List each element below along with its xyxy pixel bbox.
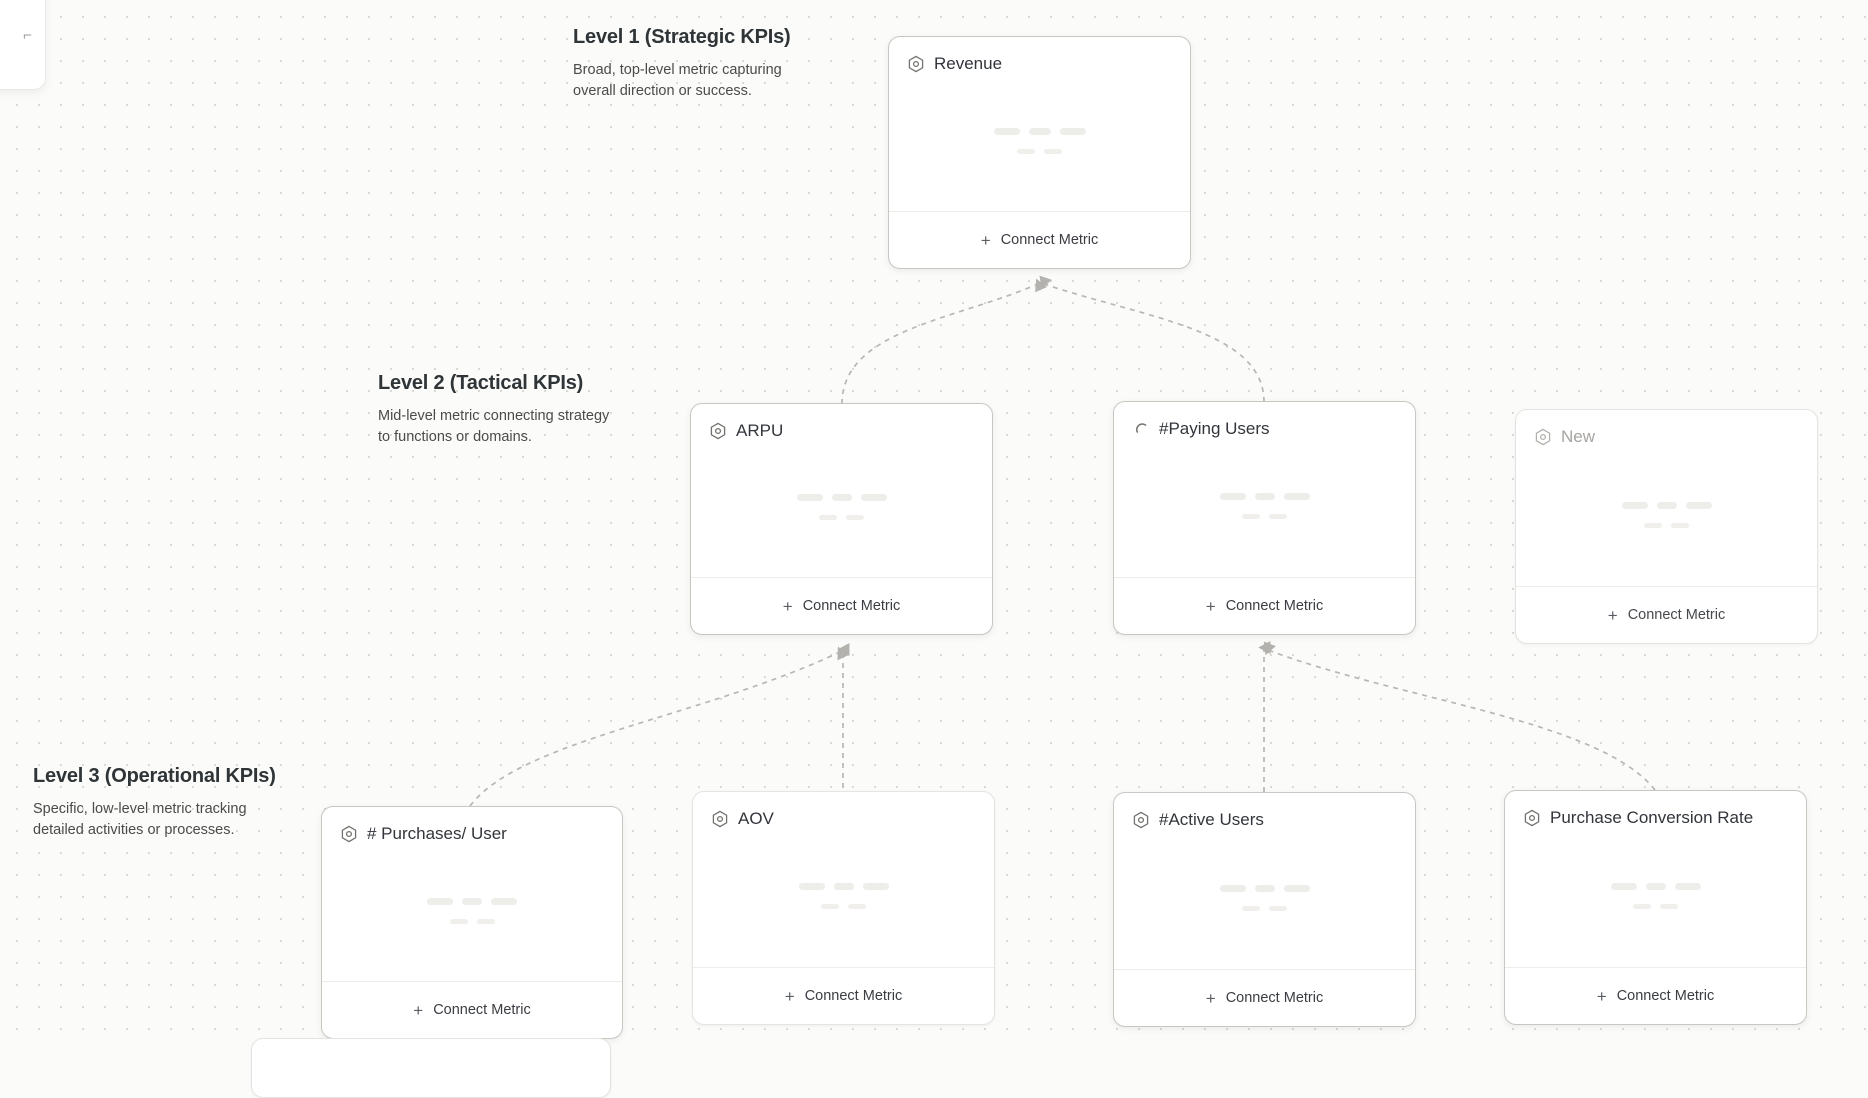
card-placeholder-body	[1505, 828, 1806, 967]
card-header	[1114, 402, 1415, 439]
card-placeholder-body	[693, 829, 994, 967]
plus-icon: +	[785, 988, 795, 1005]
hexagon-target-icon	[1534, 428, 1552, 446]
connect-metric-label: Connect Metric	[1001, 232, 1099, 248]
card-placeholder-body	[1114, 439, 1415, 577]
connect-metric-label: Connect Metric	[1226, 598, 1324, 614]
card-placeholder-body	[691, 441, 992, 577]
card-header	[889, 37, 1190, 74]
hexagon-target-icon	[1132, 811, 1150, 829]
level-2-description: Mid-level metric connecting strategy to functions or domains.	[378, 406, 623, 448]
card-title: Purchase Conversion Rate	[1550, 808, 1753, 828]
hexagon-target-icon	[340, 825, 358, 843]
metric-card-paying-users[interactable]	[1113, 401, 1416, 635]
connect-metric-button-paying-users[interactable]	[1114, 577, 1415, 634]
floating-panel-corner[interactable]	[0, 0, 46, 90]
card-placeholder-body	[1516, 447, 1817, 586]
connect-metric-label: Connect Metric	[1617, 988, 1715, 1004]
card-header	[1114, 793, 1415, 830]
connect-metric-button-new[interactable]	[1516, 586, 1817, 643]
hexagon-target-icon	[1523, 809, 1541, 827]
connect-metric-button-aov[interactable]	[693, 967, 994, 1024]
card-title: Revenue	[934, 54, 1002, 74]
panel-glyph-icon: ⌐	[23, 29, 37, 43]
plus-icon: +	[1206, 598, 1216, 615]
level-3-block	[33, 765, 278, 841]
metric-card-arpu[interactable]	[690, 403, 993, 635]
spinner-icon	[1132, 420, 1150, 438]
card-header	[322, 807, 622, 844]
plus-icon: +	[1597, 988, 1607, 1005]
card-title: New	[1561, 427, 1595, 447]
card-header	[691, 404, 992, 441]
card-header	[1505, 791, 1806, 828]
level-1-description: Broad, top-level metric capturing overall direction or success.	[573, 60, 818, 102]
connect-metric-label: Connect Metric	[433, 1002, 531, 1018]
metric-card-active-users[interactable]	[1113, 792, 1416, 1027]
card-placeholder-body	[889, 74, 1190, 211]
connect-metric-button-purchase-conversion-rate[interactable]	[1505, 967, 1806, 1024]
level-1-title: Level 1 (Strategic KPIs)	[573, 26, 818, 49]
metric-card-offscreen-bottom[interactable]	[251, 1038, 611, 1098]
level-3-title: Level 3 (Operational KPIs)	[33, 765, 278, 788]
card-title: # Purchases/ User	[367, 824, 507, 844]
metric-card-new[interactable]	[1515, 409, 1818, 644]
card-title: AOV	[738, 809, 774, 829]
plus-icon: +	[1608, 607, 1618, 624]
hexagon-target-icon	[907, 55, 925, 73]
connect-metric-button-purchases-per-user[interactable]	[322, 981, 622, 1038]
connect-metric-label: Connect Metric	[803, 598, 901, 614]
connect-metric-button-active-users[interactable]	[1114, 969, 1415, 1026]
level-2-title: Level 2 (Tactical KPIs)	[378, 372, 623, 395]
card-title: #Active Users	[1159, 810, 1264, 830]
connect-metric-label: Connect Metric	[805, 988, 903, 1004]
metric-card-revenue[interactable]	[888, 36, 1191, 269]
card-title: ARPU	[736, 421, 783, 441]
hexagon-target-icon	[709, 422, 727, 440]
plus-icon: +	[1206, 990, 1216, 1007]
hexagon-target-icon	[711, 810, 729, 828]
card-placeholder-body	[322, 844, 622, 981]
connect-metric-label: Connect Metric	[1226, 990, 1324, 1006]
connect-metric-button-arpu[interactable]	[691, 577, 992, 634]
card-title: #Paying Users	[1159, 419, 1270, 439]
level-1-block	[573, 26, 818, 102]
card-placeholder-body	[1114, 830, 1415, 969]
plus-icon: +	[981, 232, 991, 249]
connect-metric-label: Connect Metric	[1628, 607, 1726, 623]
card-header	[1516, 410, 1817, 447]
plus-icon: +	[413, 1002, 423, 1019]
plus-icon: +	[783, 598, 793, 615]
card-header	[693, 792, 994, 829]
metric-card-aov[interactable]	[692, 791, 995, 1025]
level-3-description: Specific, low-level metric tracking detailed activities or processes.	[33, 799, 278, 841]
connect-metric-button-revenue[interactable]	[889, 211, 1190, 268]
metric-card-purchases-per-user[interactable]	[321, 806, 623, 1039]
metric-card-purchase-conversion-rate[interactable]	[1504, 790, 1807, 1025]
level-2-block	[378, 372, 623, 448]
